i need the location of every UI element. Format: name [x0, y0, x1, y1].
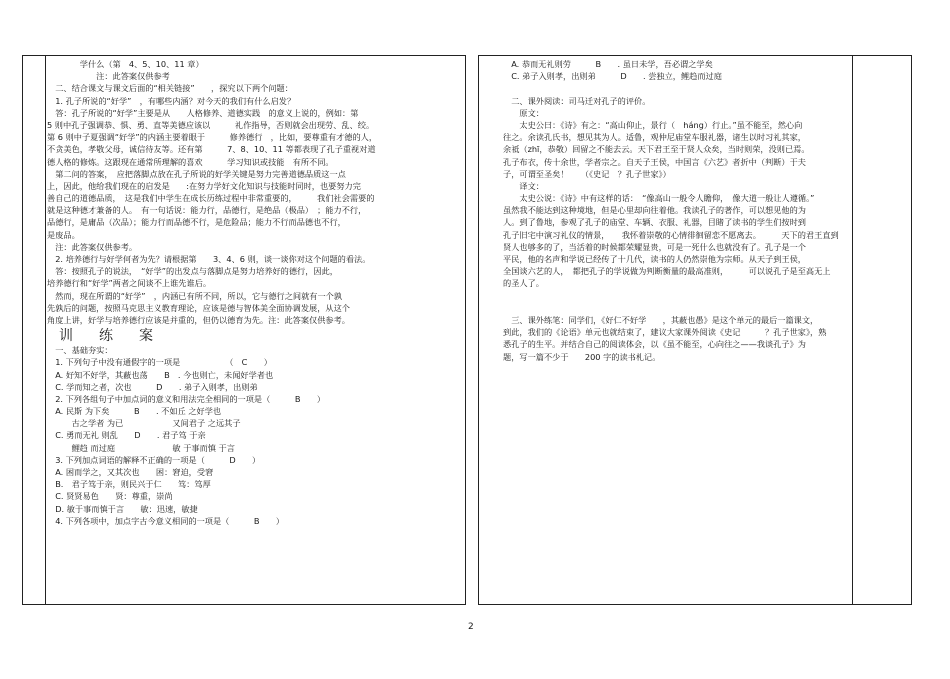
text-line: 不贪美色，孝敬父母，诚信待友等。还有第 7、8、10、11 等都表现了孔子重视对道: [47, 144, 376, 155]
text-line: 然而，现在所谓的“好学” ，内涵已有所不同，所以，它与德行之间就有一个孰: [47, 290, 343, 301]
text-line: C. 学而知之者，次也 D . 弟子入则孝，出则弟: [47, 381, 258, 392]
text-line: 虽然我不能达到这种境地，但是心里却向往着他。我读孔子的著作，可以想见他的为: [503, 205, 806, 216]
text-line: 答：孔子所说的“好学”主要是从 人格修养、道德实践 的意义上说的，例如：第: [47, 107, 359, 118]
study-answers-section: [47, 58, 465, 326]
text-line: 题，写一篇不少于 200 字的读书札记。: [503, 351, 661, 362]
text-line: 太史公曰：《诗》有之：“高山仰止，景行（ háng）行止。”虽不能至，然心向: [503, 119, 803, 130]
text-line: 培养德行和“好学”两者之间谈不上谁先谁后。: [47, 278, 212, 289]
page-number: 2: [468, 622, 474, 632]
text-line: 孔子旧宅中演习礼仪的情景， 我怀着崇敬的心情徘徊留恋不愿离去。 天下的君王直到: [503, 229, 839, 240]
text-line: 孔子布衣，传十余世，学者宗之。自天子王侯，中国言《六艺》者折中（判断）于夫: [503, 156, 806, 167]
text-line: [503, 302, 853, 314]
text-line: 人。到了鲁地，参观了孔子的庙堂、车辆、衣服、礼器，目睹了读书的学生们按时到: [503, 217, 806, 228]
text-line: 2. 下列各组句子中加点词的意义和用法完全相同的一项是（ B ）: [47, 393, 326, 404]
text-line: 4. 下列各项中，加点字古今意义相同的一项是（ B ）: [47, 515, 285, 526]
text-line: A. 恭而无礼则劳 B . 虽日未学，吾必谓之学矣: [503, 59, 713, 69]
text-line: 第二问的答案， 应把落脚点放在孔子所说的好学关键是努力完善道德品质这一点: [47, 168, 346, 179]
text-line: [503, 82, 853, 94]
text-line: 古之学者 为已 又间君子 之远其子: [47, 418, 241, 429]
right-column-text: [503, 58, 853, 363]
text-line: 贤人也够多的了，当活着的时候都荣耀显贵，可是一死什么也就没有了。孔子是一个: [503, 241, 806, 252]
text-line: D. 敏于事而慎于言 敏：迅速，敏捷: [47, 503, 198, 514]
left-column: [22, 55, 466, 605]
text-line: 5 则中孔子强调恭、惧、勇、直等美德应该以 礼作指导，否则就会出现劳、乱、绞。: [47, 119, 375, 130]
text-line: 二、结合课文与课文后面的“相关链接” ，探究以下两个问题：: [47, 83, 293, 94]
text-line: 注：此答案仅供参考。: [47, 241, 138, 252]
text-line: 先孰后的问题，按照马克思主义教育理论，应该是德与智体美全面协调发展，从这个: [47, 302, 350, 313]
text-line: B. 君子笃于亲，则民兴于仁 笃：笃厚: [47, 479, 211, 490]
text-line: 2. 培养德行与好学何者为先？请根据第 3、4、6 则，谈一谈你对这个问题的看法。: [47, 254, 371, 264]
text-line: 3. 下列加点词语的解释不正确的一项是（ D ）: [47, 454, 261, 465]
text-line: A. 民斯 为下矣 B . 不如丘 之好学也: [47, 406, 222, 417]
text-line: C. 勇而无礼 则乱 D . 君子笃 于亲: [47, 430, 206, 441]
right-column: [478, 55, 912, 605]
text-line: 原文：: [503, 107, 544, 118]
text-line: 角度上讲，好学与培养德行应该是并重的，但仍以德育为先。注：此答案仅供参考。: [47, 314, 350, 325]
text-line: 1. 孔子所说的“好学” ，有哪些内涵？对今天的我们有什么启发？: [47, 95, 296, 106]
text-line: C. 弟子入则孝，出则弟 D . 尝独立，鲤趋而过庭: [503, 71, 722, 82]
text-line: [503, 290, 853, 302]
text-line: 就是这种德才兼备的人。 有一句话说：能力行，品德行，是绝品（极品） ；能力不行，: [47, 205, 367, 216]
section-heading-training: 训练案: [59, 328, 179, 345]
exercise-section: [47, 344, 465, 527]
reading-section: [503, 58, 853, 363]
text-line: 是废品。: [47, 229, 80, 240]
text-line: 答：按照孔子的说法， “好学”的出发点与落脚点是努力培养好的德行，因此，: [47, 266, 338, 277]
text-line: 1. 下列句子中没有通假字的一项是 （ C ）: [47, 357, 272, 368]
text-line: 太史公说：《诗》中有这样的话： “像高山一般令人瞻仰， 像大道一般让人遵循。”: [503, 193, 815, 204]
text-line: A. 好知不好学，其蔽也荡 B . 今也则亡，未闻好学者也: [47, 369, 274, 380]
text-line: 的圣人了。: [503, 278, 544, 289]
text-line: 余祗（zhī，恭敬）回留之不能去云。天下君王至于贤人众矣，当时则荣，没则已焉。: [503, 144, 810, 155]
text-line: 注：此答案仅供参考: [47, 71, 170, 82]
text-line: 品德行，是庸品（次品）；能力行而品德不行，是危险品；能力不行而品德也不行，: [47, 217, 346, 228]
text-line: 二、课外阅读：司马迁对孔子的评价。: [503, 95, 651, 106]
text-line: 德人格的修炼。这跟现在通常所理解的喜欢 学习知识或技能 有所不同。: [47, 156, 334, 167]
text-line: 第 6 则中子夏强调“好学”的内涵主要着眼于 修养德行 ，比如，要尊重有才德的人，: [47, 132, 378, 143]
text-line: 往之。余读孔氏书，想见其为人。适鲁，观仲尼庙堂车服礼器，诸生以时习礼其家，: [503, 132, 806, 143]
text-line: 学什么（第 4、5、10、11 章）: [47, 59, 204, 69]
text-line: 鯉趋 而过庭 敏 于事而慎 于言: [47, 442, 235, 453]
text-line: 到此，我们的《论语》单元也就结束了，建议大家课外阅读《史记 ？孔子世家》，熟: [503, 327, 827, 338]
text-line: 平民，他的名声和学说已经传了十几代，读书的人仍然崇他为宗师。从天子到王侯，: [503, 254, 806, 264]
text-line: 子，可谓至圣矣！ （《史记 ？孔子世家》）: [503, 168, 671, 179]
text-line: C. 贤贤易色 贤：尊重，崇尚: [47, 491, 173, 502]
text-line: 善自己的道德品质， 这是我们中学生在成长历练过程中非常重要的， 我们社会需要的: [47, 193, 375, 204]
left-column-text: [47, 58, 465, 527]
text-line: 一、基础夯实：: [47, 345, 113, 356]
text-line: 译文：: [503, 180, 544, 191]
left-margin-rule: [45, 56, 46, 604]
text-line: 悉孔子的生平。并结合自己的阅读体会，以《虽不能至，心向往之——我谈孔子》为: [503, 339, 806, 350]
text-line: 全国谈六艺的人， 都把孔子的学说做为判断衡量的最高准则， 可以说孔子是至高无上: [503, 266, 831, 277]
text-line: 三、课外练笔：同学们，《好仁不好学 ，其蔽也愚》是这个单元的最后一篇课文，: [503, 314, 819, 325]
text-line: A. 困而学之，又其次也 困：窘迫，受窘: [47, 467, 214, 477]
text-line: 上，因此，他给我们现在的启发是 :在努力学好文化知识与技能时同时，也要努力完: [47, 180, 361, 191]
